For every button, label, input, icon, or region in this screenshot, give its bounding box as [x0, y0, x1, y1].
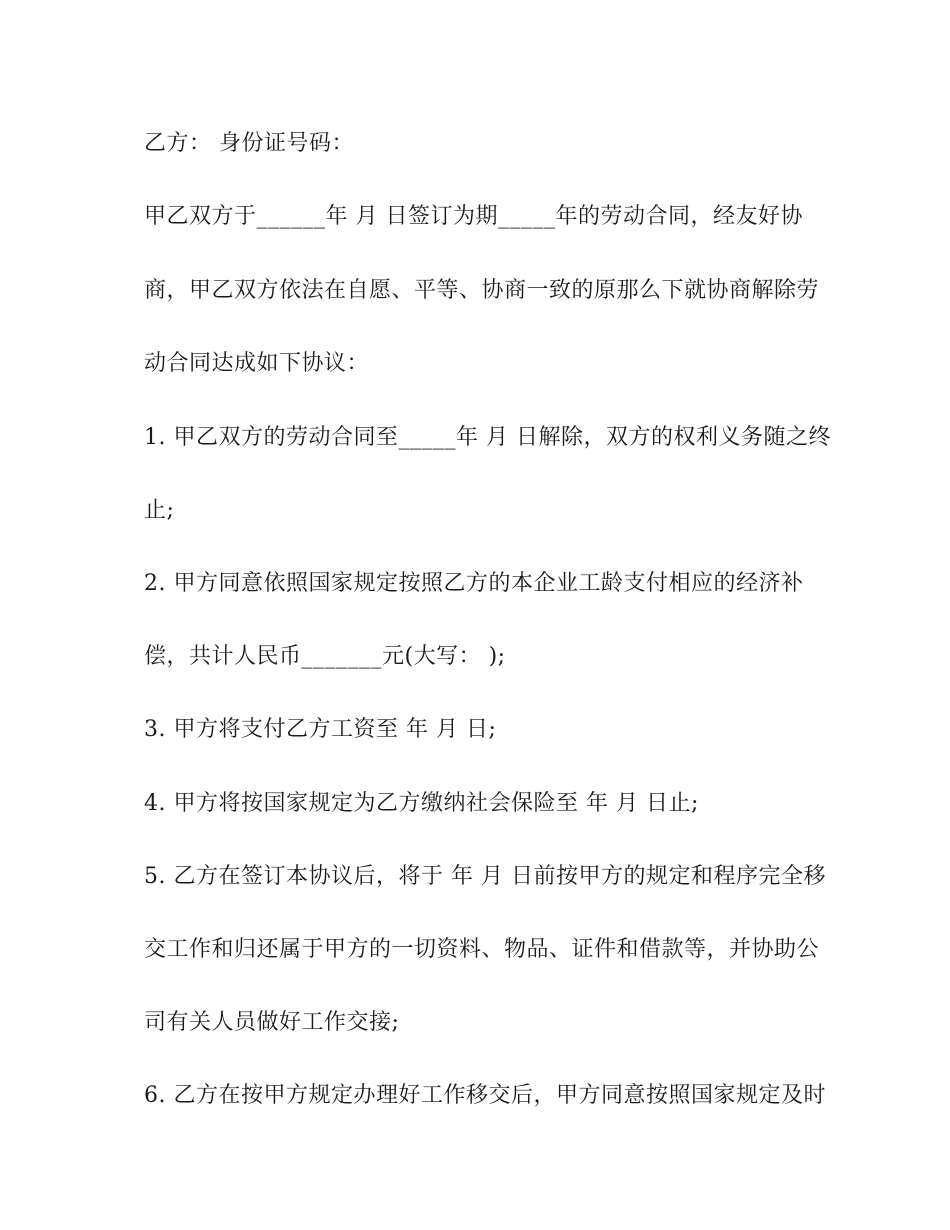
intro-paragraph-line: 动合同达成如下协议：	[144, 351, 370, 376]
clause-6-line: 6. 乙方在按甲方规定办理好工作移交后，甲方同意按照国家规定及时	[144, 1083, 826, 1108]
clause-4-line: 4. 甲方将按国家规定为乙方缴纳社会保险至 年 月 日止;	[144, 791, 699, 816]
clause-5-line: 5. 乙方在签订本协议后，将于 年 月 日前按甲方的规定和程序完全移	[144, 864, 826, 889]
clause-2-line: 偿，共计人民币_______元(大写： );	[144, 644, 506, 669]
clause-1-line: 1. 甲乙双方的劳动合同至_____年 月 日解除，双方的权利义务随之终	[144, 425, 831, 450]
clause-1-line: 止;	[144, 498, 175, 523]
party-b-id-line: 乙方： 身份证号码：	[144, 131, 354, 156]
clause-3-line: 3. 甲方将支付乙方工资至 年 月 日;	[144, 717, 497, 742]
clause-5-line: 司有关人员做好工作交接;	[144, 1010, 400, 1035]
intro-paragraph-line: 商，甲乙双方依法在自愿、平等、协商一致的原那么下就协商解除劳	[144, 278, 820, 303]
clause-5-line: 交工作和归还属于甲方的一切资料、物品、证件和借款等，并协助公	[144, 937, 820, 962]
clause-2-line: 2. 甲方同意依照国家规定按照乙方的本企业工龄支付相应的经济补	[144, 571, 804, 596]
intro-paragraph-line: 甲乙双方于______年 月 日签订为期_____年的劳动合同，经友好协	[144, 204, 803, 229]
